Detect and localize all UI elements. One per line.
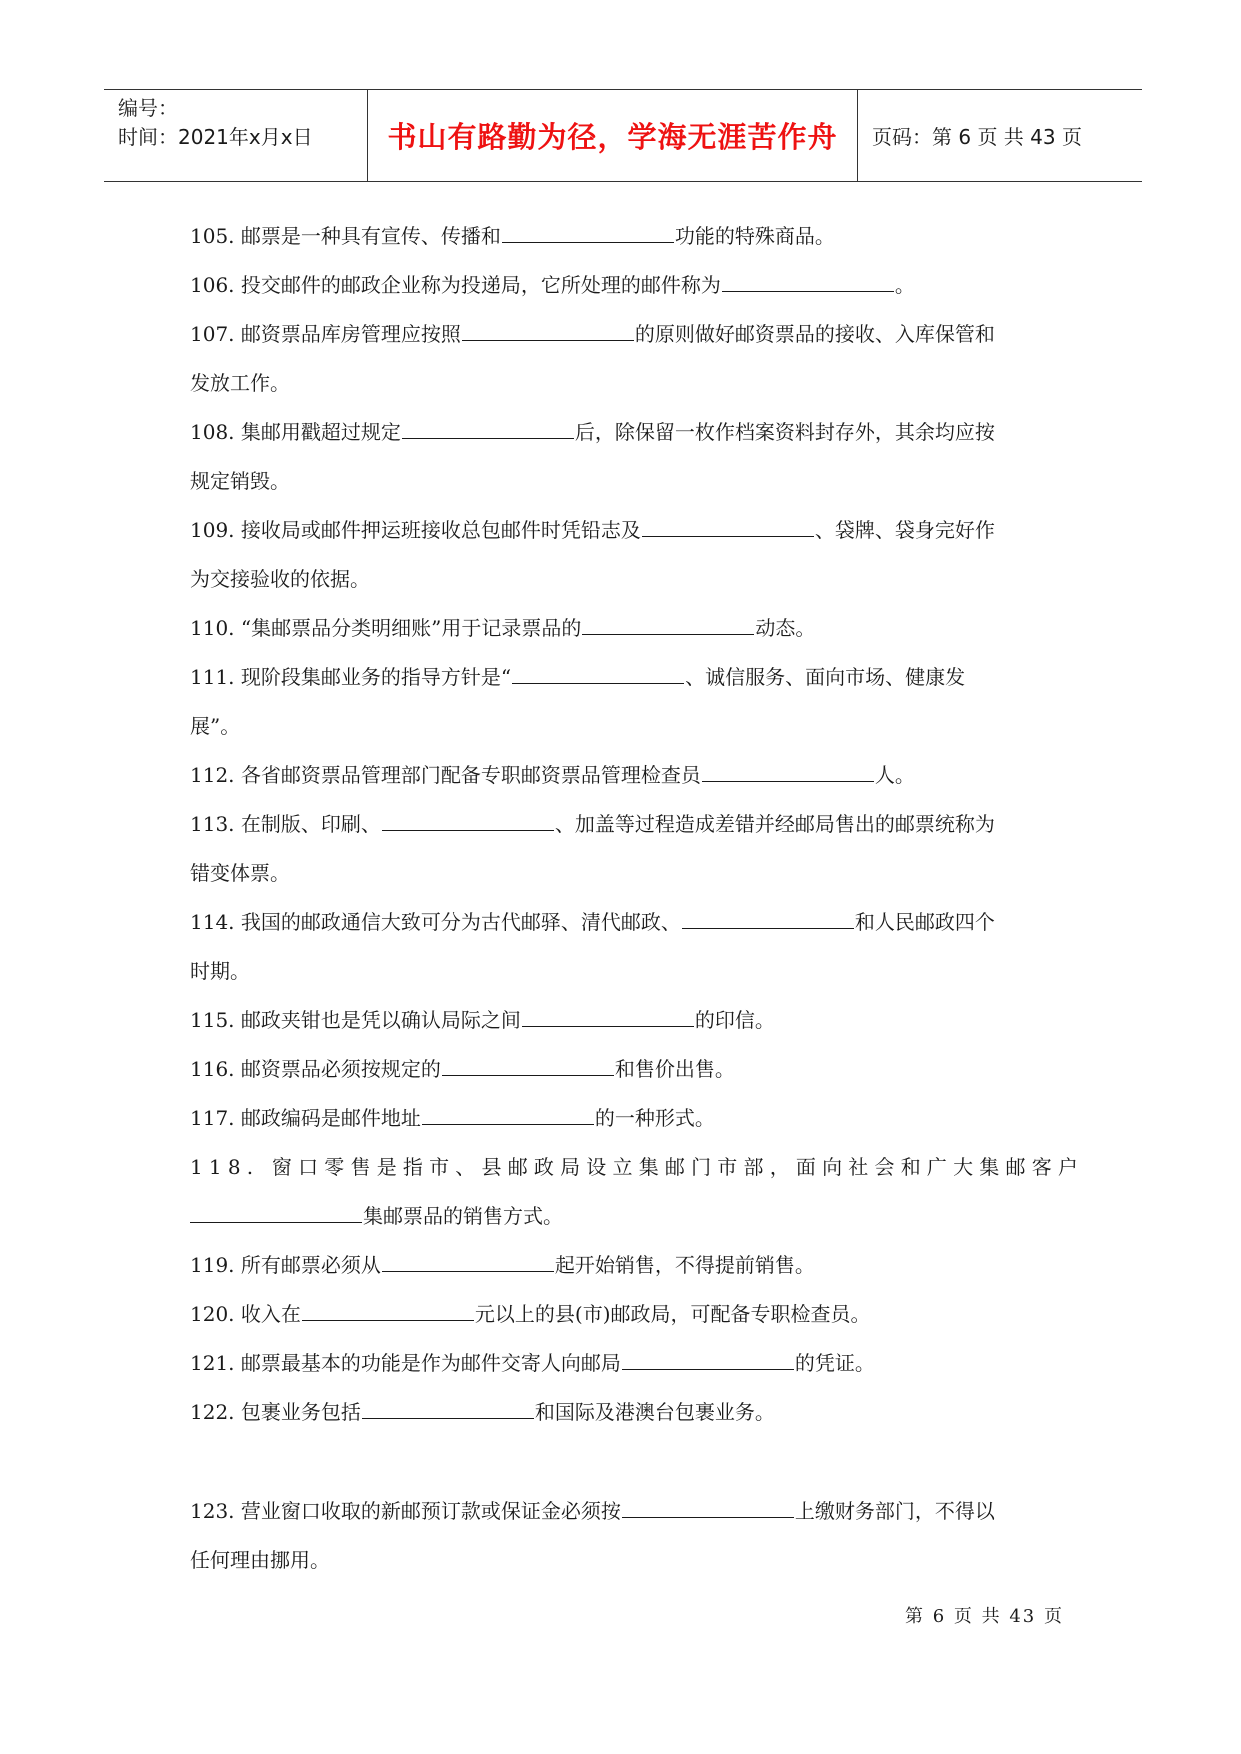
question-107-cont: 发放工作。 [190, 371, 290, 395]
question-text: 。 [894, 273, 915, 297]
answer-blank [302, 1300, 474, 1321]
question-116 [190, 1045, 1060, 1094]
question-109-cont: 为交接验收的依据。 [190, 567, 370, 591]
question-text: 接收局或邮件押运班接收总包邮件时凭铅志及 [240, 518, 641, 542]
answer-blank [462, 320, 634, 341]
question-text: 和人民邮政四个 [854, 910, 995, 934]
question-105 [190, 212, 1060, 261]
question-text: 的印信。 [694, 1008, 775, 1032]
question-number: 122. [190, 1400, 235, 1424]
question-108 [190, 408, 1060, 457]
question-117 [190, 1094, 1060, 1143]
answer-blank [382, 810, 554, 831]
question-121 [190, 1339, 1060, 1388]
question-number: 119. [190, 1253, 235, 1277]
question-109 [190, 506, 1060, 555]
answer-blank [682, 908, 854, 929]
question-number: 120. [190, 1302, 235, 1326]
header-motto: 书山有路勤为径，学海无涯苦作舟 [368, 90, 858, 181]
question-114-cont: 时期。 [190, 959, 250, 983]
answer-blank [702, 761, 874, 782]
question-118 [190, 1143, 1085, 1192]
question-text: 的一种形式。 [594, 1106, 715, 1130]
question-number: 111. [190, 665, 235, 689]
question-number: 116. [190, 1057, 235, 1081]
question-number: 109. [190, 518, 235, 542]
answer-blank [402, 418, 574, 439]
question-123 [190, 1487, 1060, 1536]
question-text: 营业窗口收取的新邮预订款或保证金必须按 [240, 1499, 621, 1523]
question-text: 各省邮资票品管理部门配备专职邮资票品管理检查员 [240, 763, 701, 787]
question-text: 后，除保留一枚作档案资料封存外，其余均应按 [574, 420, 995, 444]
question-115 [190, 996, 1060, 1045]
question-text: 邮资票品必须按规定的 [240, 1057, 441, 1081]
question-123-cont: 任何理由挪用。 [190, 1548, 330, 1572]
question-number: 123. [190, 1499, 235, 1523]
question-text: 邮资票品库房管理应按照 [240, 322, 461, 346]
question-text: 集邮用戳超过规定 [240, 420, 401, 444]
question-text: 收入在 [240, 1302, 301, 1326]
answer-blank [722, 271, 894, 292]
question-text: 、加盖等过程造成差错并经邮局售出的邮票统称为 [554, 812, 995, 836]
question-text: 和售价出售。 [614, 1057, 735, 1081]
question-text: “集邮票品分类明细账”用于记录票品的 [240, 616, 582, 640]
page-header [104, 89, 1142, 182]
question-119 [190, 1241, 1060, 1290]
question-110 [190, 604, 1060, 653]
answer-blank [622, 1497, 794, 1518]
answer-blank [582, 614, 754, 635]
question-114 [190, 898, 1060, 947]
question-text: 所有邮票必须从 [240, 1253, 381, 1277]
answer-blank [190, 1202, 362, 1223]
question-text: 邮票最基本的功能是作为邮件交寄人向邮局 [240, 1351, 621, 1375]
question-text: 邮政编码是邮件地址 [240, 1106, 421, 1130]
question-text: 的原则做好邮资票品的接收、入库保管和 [634, 322, 995, 346]
question-text: 动态。 [755, 616, 816, 640]
question-108-cont: 规定销毁。 [190, 469, 290, 493]
answer-blank [512, 663, 684, 684]
question-120 [190, 1290, 1060, 1339]
question-112 [190, 751, 1060, 800]
question-text: 上缴财务部门，不得以 [794, 1499, 995, 1523]
question-text: 元以上的县(市)邮政局，可配备专职检查员。 [474, 1302, 871, 1326]
question-text: 和国际及港澳台包裹业务。 [534, 1400, 775, 1424]
question-text: 、袋牌、袋身完好作 [814, 518, 995, 542]
question-text: 起开始销售，不得提前销售。 [554, 1253, 815, 1277]
question-text: 包裹业务包括 [240, 1400, 361, 1424]
question-text: 的凭证。 [794, 1351, 875, 1375]
question-113-cont: 错变体票。 [190, 861, 290, 885]
question-number: 107. [190, 322, 235, 346]
question-number: 105. [190, 224, 235, 248]
header-meta [104, 90, 368, 181]
question-number: 112. [190, 763, 235, 787]
time-label: 时间：2021年x月x日 [118, 125, 313, 149]
question-111 [190, 653, 1060, 702]
question-text: 在制版、印刷、 [240, 812, 381, 836]
question-text: 功能的特殊商品。 [674, 224, 835, 248]
answer-blank [502, 222, 674, 243]
question-106 [190, 261, 1060, 310]
answer-blank [362, 1398, 534, 1419]
question-text: 邮政夹钳也是凭以确认局际之间 [240, 1008, 521, 1032]
question-number: 106. [190, 273, 235, 297]
question-113 [190, 800, 1060, 849]
question-text: 窗口零售是指市、县邮政局设立集邮门市部，面向社会和广大集邮客户 [271, 1155, 1085, 1179]
question-number: 115. [190, 1008, 235, 1032]
question-number: 121. [190, 1351, 235, 1375]
question-107 [190, 310, 1060, 359]
answer-blank [642, 516, 814, 537]
question-text: 人。 [874, 763, 915, 787]
answer-blank [622, 1349, 794, 1370]
page-footer: 第 6 页 共 43 页 [905, 1606, 1064, 1627]
answer-blank [522, 1006, 694, 1027]
header-page-label: 页码：第 6 页 共 43 页 [872, 125, 1082, 149]
answer-blank [382, 1251, 554, 1272]
question-122 [190, 1388, 1060, 1437]
question-text: 、诚信服务、面向市场、健康发 [685, 665, 966, 689]
question-number: 114. [190, 910, 235, 934]
question-118-cont [190, 1192, 1060, 1241]
question-text: 现阶段集邮业务的指导方针是“ [240, 665, 512, 689]
question-number: 118. [190, 1155, 260, 1179]
question-number: 110. [190, 616, 235, 640]
question-text: 投交邮件的邮政企业称为投递局，它所处理的邮件称为 [240, 273, 721, 297]
question-text: 集邮票品的销售方式。 [363, 1204, 563, 1228]
question-111-cont: 展”。 [190, 714, 241, 738]
number-label: 编号： [118, 96, 178, 120]
answer-blank [422, 1104, 594, 1125]
question-number: 113. [190, 812, 235, 836]
question-number: 117. [190, 1106, 235, 1130]
question-number: 108. [190, 420, 235, 444]
question-text: 邮票是一种具有宣传、传播和 [240, 224, 501, 248]
question-text: 我国的邮政通信大致可分为古代邮驿、清代邮政、 [240, 910, 681, 934]
answer-blank [442, 1055, 614, 1076]
